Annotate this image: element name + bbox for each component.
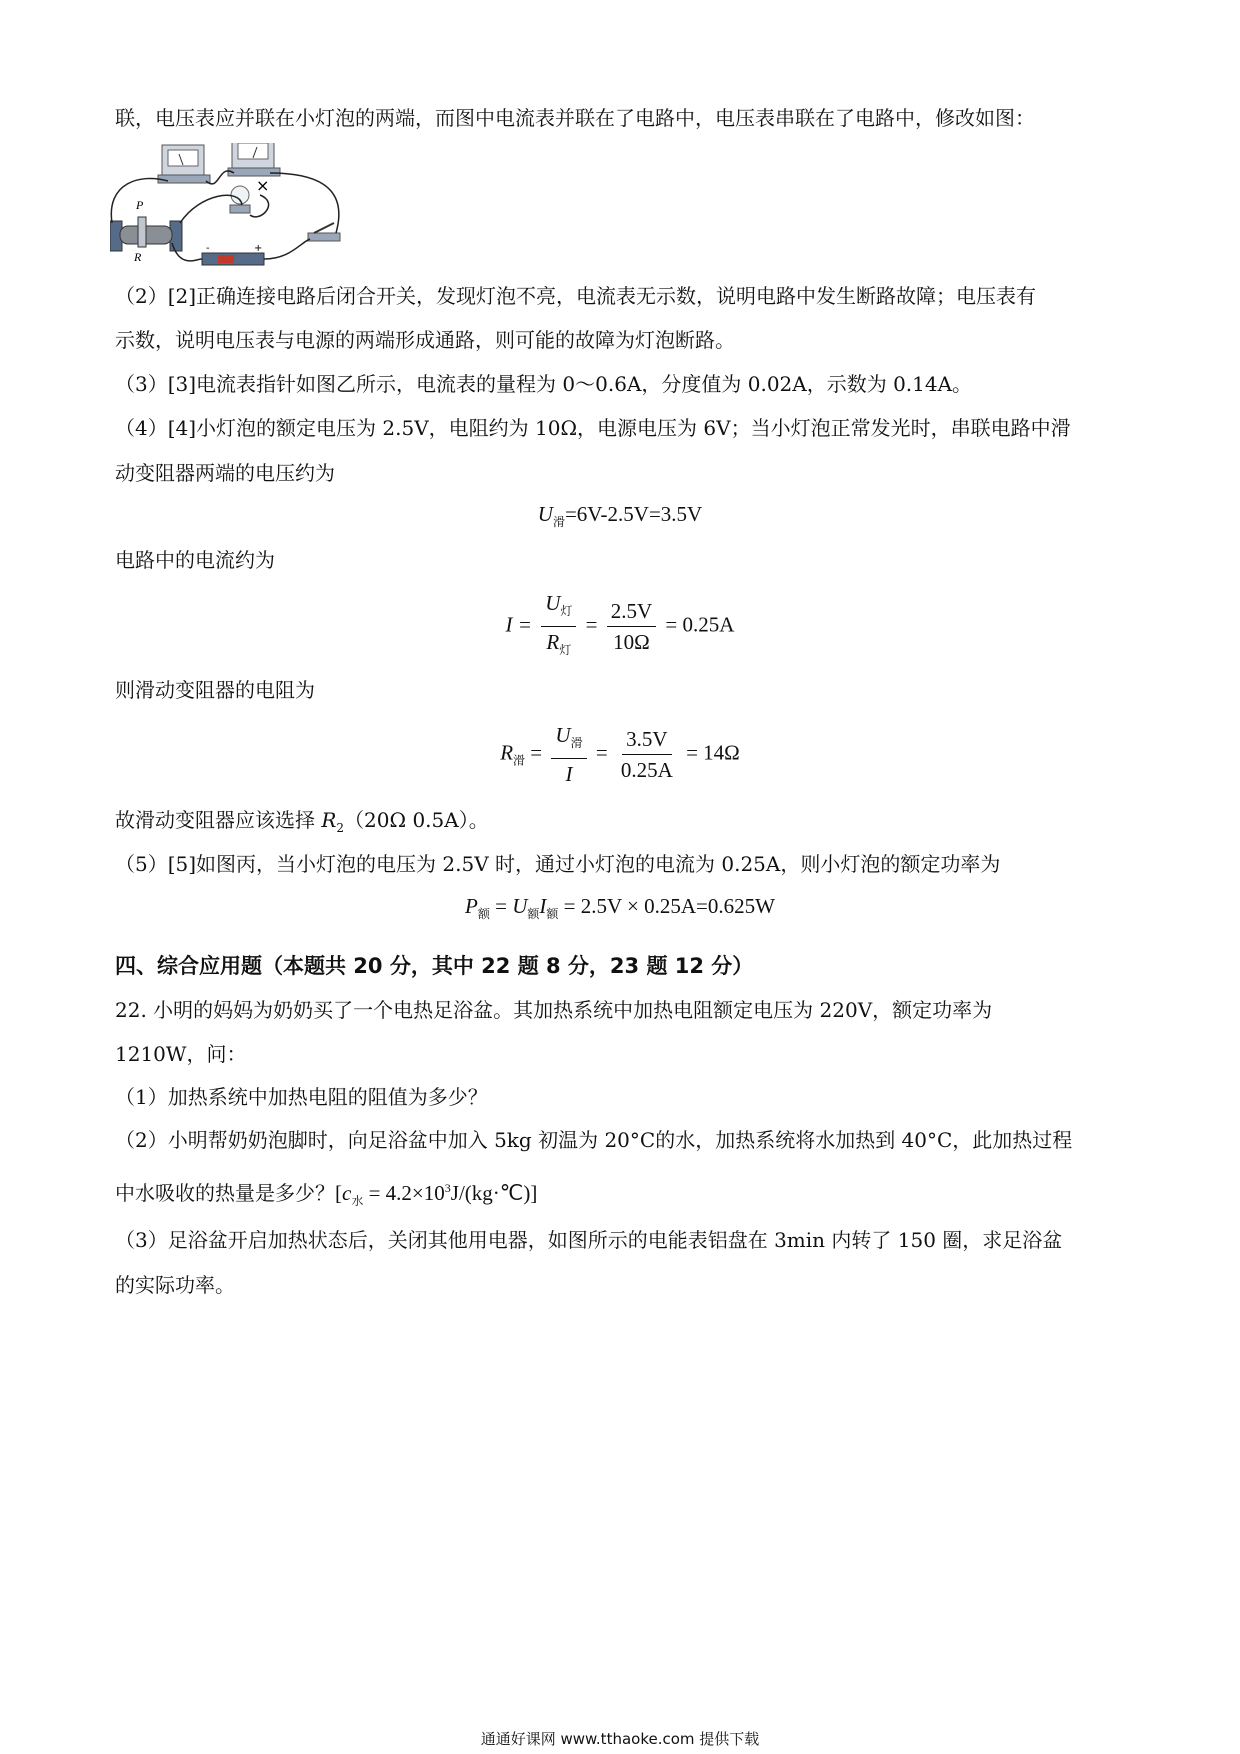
fraction: $\frac{2.5V}{10\Omega}$ [607,596,656,657]
voltmeter-icon [158,145,210,183]
cross-mark-icon: × [256,176,270,195]
circuit-diagram [110,143,350,273]
rheostat-icon [110,217,182,251]
eq-lhs: I = [505,612,532,637]
text-line: 联，电压表应并联在小灯泡的两端，而图中电流表并联在了电路中，电压表串联在了电路中，修改如图： [115,106,1035,130]
fraction: $\frac{U_滑}{I}$ [551,720,586,789]
label-r: R [134,250,142,264]
ammeter-icon [228,143,280,176]
label-p: P [136,198,144,212]
text-line: 示数，说明电压表与电源的两端形成通路，则可能的故障为灯泡断路。 [115,328,735,352]
equation-slide-voltage [0,502,1240,530]
specific-heat-formula: [$c_水$ = $4.2\times 10^3J/(kg\cdot℃)$] [335,1181,538,1209]
text-line: 则滑动变阻器的电阻为 [115,678,315,702]
page-footer: 通通好课网 www.tthaoke.com 提供下载 [480,1730,760,1748]
switch-icon [308,223,340,241]
text-line: 中水吸收的热量是多少？[$c_水$ = $4.2\times 10^3J/(kg\cdot℃)$] [115,1181,538,1209]
text-line: 22. 小明的妈妈为奶奶买了一个电热足浴盆。其加热系统中加热电阻额定电压为 220V，额定功率为 [115,998,993,1022]
eq-subscript: 滑 [552,515,565,530]
text-line: 动变阻器两端的电压约为 [115,461,335,485]
equation-power: $P_额 = U_额I_额 = 2.5V \times 0.25A=0.625W$ [465,894,775,922]
text-line: （3）足浴盆开启加热状态后，关闭其他用电器，如图所示的电能表铝盘在 3min 内转了 150 圈，求足浴盆 [115,1228,1063,1252]
text-line: 的实际功率。 [115,1273,235,1297]
text-line: 故滑动变阻器应该选择 $R_2(20\Omega$ 0.5A）。 [115,808,489,835]
text-line: 1210W，问： [115,1042,247,1066]
eq-result: = 14Ω [686,740,740,765]
text-line: （5）[5]如图丙，当小灯泡的电压为 2.5V 时，通过小灯泡的电流为 0.25A，则小灯泡的额定功率为 [115,852,1001,876]
text-line: 电路中的电流约为 [115,548,275,572]
text-line: （2）[2]正确连接电路后闭合开关，发现灯泡不亮，电流表无示数，说明电路中发生断路故障；电压表有 [115,284,1037,308]
text-line: （3）[3]电流表指针如图乙所示，电流表的量程为 0～0.6A，分度值为 0.02A，示数为 0.14A。 [115,372,973,396]
fraction: $\frac{U_灯}{R_灯}$ [541,588,576,665]
label-plus: + [254,243,263,254]
section-heading: 四、综合应用题（本题共 20 分，其中 22 题 8 分，23 题 12 分） [115,954,754,978]
text-line: （2）小明帮奶奶泡脚时，向足浴盆中加入 5kg 初温为 20°C的水，加热系统将水加热到 40°C，此加热过程 [115,1128,1073,1152]
eq-symbol: U [537,502,553,526]
label-minus: - [206,243,210,254]
text-line: （4）[4]小灯泡的额定电压为 2.5V，电阻约为 10Ω，电源电压为 6V；当小灯泡正常发光时，串联电路中滑 [115,416,1071,440]
equation-current: I = $\frac{U_灯}{R_灯}$ = $\frac{2.5V}{10\Omega}$ = 0.25A [0,588,1240,665]
eq-result: = 0.25A [665,612,735,637]
fraction: $\frac{3.5V}{0.25A}$ [617,724,677,785]
text-line: （1）加热系统中加热电阻的阻值为多少？ [115,1085,488,1109]
battery-icon [202,253,264,265]
equation-resistance: $R_滑$ = $\frac{U_滑}{I}$ = $\frac{3.5V}{0.25A}$ = 14Ω [0,720,1240,789]
eq-rhs: =6V-2.5V=3.5V [564,502,703,526]
